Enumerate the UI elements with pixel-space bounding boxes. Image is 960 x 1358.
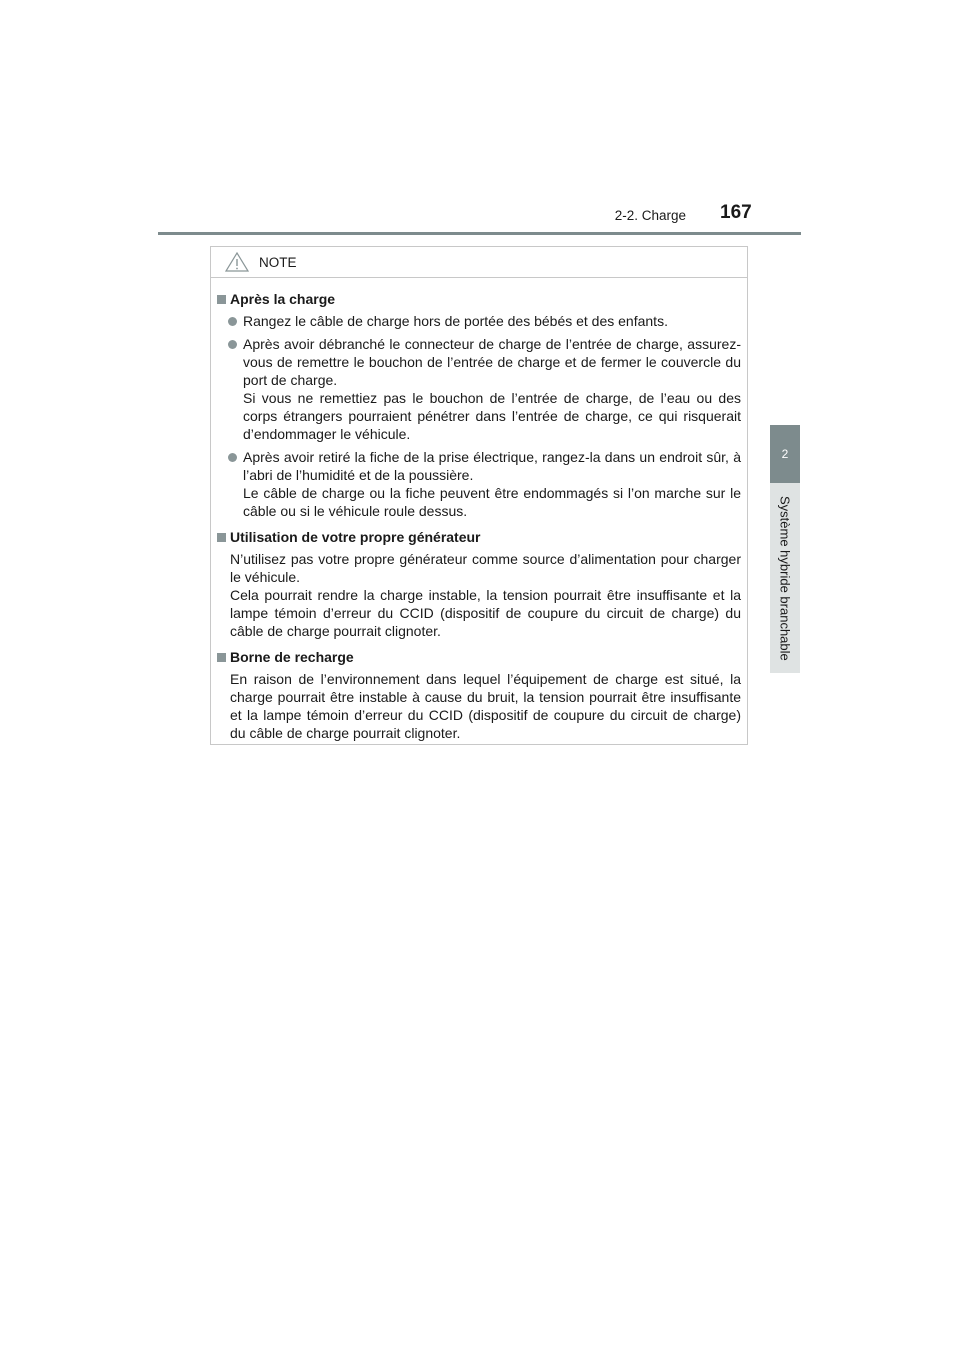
paragraph: Cela pourrait rendre la charge instable, la tension pourrait être insuffisante et la lampe témoin d’erreur du CCID (dispositif de coupure du circuit de charge) du câble de charge pourrait clignoter.	[230, 587, 741, 639]
circle-bullet-icon	[228, 317, 237, 326]
header-rule	[158, 232, 801, 235]
note-body	[211, 278, 747, 742]
square-bullet-icon	[217, 295, 226, 304]
square-bullet-icon	[217, 533, 226, 542]
note-box	[210, 246, 748, 745]
note-section-own-generator	[217, 528, 741, 640]
chapter-tab	[770, 425, 800, 483]
note-header	[211, 247, 747, 278]
page-header-section: 2-2. Charge	[614, 208, 686, 223]
list-item	[217, 448, 741, 520]
list-item-text: Après avoir débranché le connecteur de charge de l’entrée de charge, assurez-vous de remettre le bouchon de l’entrée de charge et de fermer le couvercle du port de charge.	[243, 336, 741, 388]
section-title-text: Borne de recharge	[230, 649, 354, 665]
section-title	[217, 290, 741, 308]
section-title-text: Utilisation de votre propre générateur	[230, 529, 481, 545]
chapter-label	[770, 488, 800, 668]
list-item	[217, 335, 741, 443]
page-number: 167	[720, 202, 752, 223]
chapter-label-text: Système hybride branchable	[777, 495, 793, 661]
chapter-tab-number: 2	[781, 447, 789, 461]
square-bullet-icon	[217, 653, 226, 662]
section-title	[217, 528, 741, 546]
list-item-text: Rangez le câble de charge hors de portée des bébés et des enfants.	[243, 313, 668, 329]
circle-bullet-icon	[228, 453, 237, 462]
list-item-text: Si vous ne remettiez pas le bouchon de l’entrée de charge, de l’eau ou des corps étrangers pourraient pénétrer dans l’entrée de charge, ce qui risquerait d’endommager le véhicule.	[243, 390, 741, 442]
section-title	[217, 648, 741, 666]
list-item	[217, 312, 741, 330]
warning-triangle-icon	[225, 252, 249, 272]
note-section-charging-station	[217, 648, 741, 742]
paragraph: N’utilisez pas votre propre générateur comme source d’alimentation pour charger le véhicule.	[230, 551, 741, 585]
circle-bullet-icon	[228, 340, 237, 349]
list-item-text: Le câble de charge ou la fiche peuvent être endommagés si l’on marche sur le câble ou si le véhicule roule dessus.	[243, 485, 741, 519]
note-title: NOTE	[259, 254, 297, 270]
note-section-after-charging	[217, 290, 741, 520]
section-title-text: Après la charge	[230, 291, 336, 307]
paragraph: En raison de l’environnement dans lequel l’équipement de charge est situé, la charge pourrait être instable à cause du bruit, la tension pourrait être insuffisante et la lampe témoin d’erreur du CCID (dispositif de coupure du circuit de charge) du câble de charge pourrait clignoter.	[230, 671, 741, 741]
list-item-text: Après avoir retiré la fiche de la prise électrique, rangez-la dans un endroit sûr, à l’abri de l’humidité et de la poussière.	[243, 449, 741, 483]
